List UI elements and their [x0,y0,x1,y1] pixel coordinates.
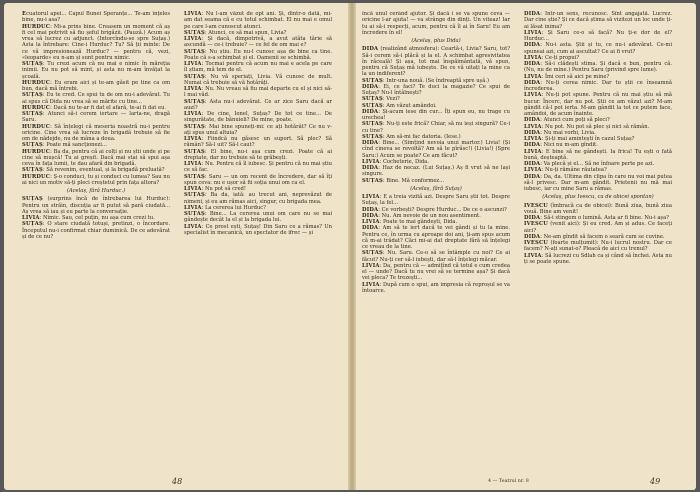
dialogue-paragraph: SUȚAȘ: Intr-una nouă. (Se îndreaptă spre ușă.) [362,77,489,84]
dialogue-paragraph: DIDA: Da, da. Ultima din clipa în care nu voi mai putea să-l privesc. Dar m-am gândit. Prietenii nu mă mai iubesc, iar cu mine Saru a rămas. [524,173,672,192]
dialogue-paragraph: SUȚAȘ: Bine. Mă conformez... [362,177,445,184]
dialogue-paragraph: LIVIA: E bine să ne gândești. Ia frica! Tu ești o fată bună, deșteaptă. [524,148,672,161]
dialogue-paragraph: LIVIA: Nimic. Sau, cel puțin, nu așa cum crezi tu. [22,215,155,221]
dialogue-paragraph: (Acelaș, fără Hurduc.) [66,188,126,194]
dialogue-paragraph: DIDA: Nu. Am nevoie de un nou asentiment. [362,212,481,219]
left-column-2 [184,11,332,466]
right-page [356,3,696,490]
dialogue-paragraph: LIVIA: Fiindcă nu găsesc un suport. Să plec? Să rămân? Să-l uit? Să-l caut? [184,136,332,149]
dialogue-paragraph: DIDA: Atunci cum poți să pleci? [524,117,610,124]
dialogue-paragraph: LIVIA: Îmi ceri să aici pe mine? [524,73,610,80]
dialogue-paragraph: SUȚAȘ: Atunci, ce să mai spun, Livia? [184,29,287,36]
dialogue-paragraph: LIVIA: Nu. Pentru că îl iubesc. Și pentru că nu mai știu ce să fac. [184,161,332,174]
dialogue-paragraph: LIVIA: Și dacă, dimpotrivă, a avut atâta tărie să ascundă — ce-i trebuie? — ce fel de om mai e? [184,36,332,49]
dialogue-paragraph: DIDA: Nu-ți cerea nimic. Dar tu știi ce înseamnă încrederea. [524,79,672,92]
dialogue-paragraph: LIVIA: Nu pot. Nu pot să plec și nici să rămân. [524,123,650,130]
dialogue-paragraph: DIDA: Ne-am gîndit să facem o seară cum se cuvine. [524,233,665,240]
dialogue-paragraph: SUȚAȘ: Mai bine spuneți-mi: ce ați hotărât? Ce nu v-ați spus unul altuia? [184,123,332,136]
dialogue-paragraph: DIDA: Și-acum iese din cur... Îți spun eu, nu trage cu urechea! [362,108,510,121]
dialogue-paragraph: DIDA: Intr-un sens, recunosc. Sînt angajată. Lucrez. Dar cine știe? Și ce dacă știma să vizitezi un loc unde ți-ai lăsat inima? [524,11,672,30]
dialogue-paragraph: DIDA: Ei, ce faci? Te duci la magazie? Ce spui de Suțaș? Nu-l întâlnești? [362,83,510,96]
dialogue-paragraph: LIVIA: Da, pentru că — admițînd că totul e cum credea el — unde? Dacă tu nu vrei să se termine așa? Și dacă vei pleca? Te trezești... [362,262,510,282]
dialogue-paragraph: SUȚAȘ: Asta nu-i adevărat. Ce ar zice Saru dacă ar auzi? [184,98,332,111]
dialogue-paragraph: IVESCU (foarte mulțumit): Nu-i lucrul nostru. Dar ce facem? N-ați sunat-o? Pleacă de aici cu trenul? [524,240,672,253]
dialogue-paragraph: LIVIA: Și-ți mai amintești în cazul Suțaș? [524,136,635,142]
dialogue-paragraph: LIVIA: După cum o spui, am impresia că reproșul se va întoarce. [362,281,510,294]
dialogue-paragraph: SUȚAȘ: Nu-ți este frică? Chiar, să nu ieși singură? Ce-i cu tine? [362,121,510,134]
dialogue-paragraph: HURDUC: Mi-a prins bine. Creasem un moment că aș fi cel mai potrivit să fiu șeful brigăzii. (Pauză.) Acum aș vrea să lucrez cu adjunct. (Intorcîndu-se spre Suțaș.) Asta la întrebare: Cine-i Hurduc? Tu? Să ții minte: De ce vă impresionează Hurduc? — pentru că, vezi, «leoparde» eu n-am și sunt pentru nimic. [22,23,170,61]
dialogue-paragraph: (Acelaș, plus Dida) [411,38,461,44]
dialogue-paragraph: încă unul cerând ajutor. Și dacă i se va spune ceva — oricine l-ar ajuta! — va strânge din dinți. Un viteaz! Iar tu ai să-i respecți, acum, pentru că îl ai în Saru! Eu am încredere în el! [362,11,510,36]
right-column-1 [362,11,510,466]
book-spread [4,3,696,490]
dialogue-paragraph: LIVIA: E a treia vizită azi. Despre Saru știi tot. Despre Suțaș, la fel... [362,194,510,207]
dialogue-paragraph: LIVIA: Poate te mai gândești, Dida. [362,219,458,225]
dialogue-paragraph: SUȚAȘ: Saru — un om recent de încredere, dar să îți spun ceva: nu e ușor să fii soția unui om ca el. [184,173,332,186]
dialogue-paragraph: LIVIA: La cererea lui Hurduc? [184,204,266,211]
dialogue-paragraph: SUȚAȘ (surprins încă de întrebarea lui Hurduc): Pentru un străin, discuția ar fi putut să pară ciudată... Aș vrea să iau și eu parte la conversație. [22,196,170,215]
dialogue-paragraph: LIVIA: Să lucrezi cu Sdlah ca și când să închei. Asta nu ți se poate spune. [524,252,672,265]
dialogue-paragraph: IVESCU (îmbracă ca de obicei): Bună ziua, bună ziua vouă. Bine am venit! [524,202,672,215]
dialogue-paragraph: LIVIA: Nu-ți pot spune. Pentru că nu mai știu să mă bucur. Încerc, dar nu pot. Știi ce am văzut azi? M-am gândit că-l pot ierta. M-am gândit la tot ce putem face, amândoi, de acum înainte. [524,92,672,117]
dialogue-paragraph: DIDA: Nici nu m-am gîndit. [524,142,598,149]
dialogue-paragraph: LIVIA: Nu pot să cred! [184,186,246,192]
dialogue-paragraph: DIDA: Am să te iert dacă te vei gândi și tu la mine. Pentru ce, în urma cu aproape doi ani, ți-am spus acum că m-ai trădat? Căci mi-ai dat dreptate fără să înțelegi ce vreau de la tine. [362,225,510,250]
dialogue-paragraph: SUȚAȘ: Nu. Saru. Ce-o să se întâmple cu noi? Ce ai făcut? Nu-ți cer să-l iubești, dar să-l înțelegi măcar. [362,250,510,263]
dialogue-paragraph: LIVIA: Ce prost ești, Suțaș! Din Saru ce a rămas? Un specialist în mecanică, un spectator de ifrec — și [184,223,332,236]
dialogue-paragraph: SUȚAȘ: El bine, nu-i așa cum crezi. Poate că ai dreptate, dar nu trebuie să te grăbești. [184,148,332,161]
dialogue-paragraph: HURDUC: Ba da, pentru că ai colți și nu știi unde și pe cine să mușcă! Tu ai greșit. Dacă mai stai să spui așa ceva în fața lumii, te dau afară din brigadă. [22,148,170,167]
dialogue-paragraph: DIDA: Va plecă și el... Să ne înfoare perte pe azi. [524,161,655,167]
dialogue-paragraph: SUȚAȘ: Eu te cred. Ce spui tu de om nu-i adevărat. Tu ai spus că Dida nu vrea să se mărite cu tine... [22,92,170,105]
dialogue-paragraph: DIDA: Să-i clădești stima. Și dacă e bun, pentru că. (Nu, nu de mine.) Pentru Saru (privind spre lume). [524,61,672,74]
dialogue-paragraph: SUȚAȘ: O stare ciudată totuși, pretinzi, o încordare. Începutul nu-i confirmat chiar duminică. De ce adevărat și de ce nu? [22,221,170,240]
dialogue-paragraph: DIDA (realizând atmosfera): Ceartă-i, Livia? Saru, tot? Să-i cerem să-i plăcă și la el. A schimbat agresivitatea în răceală! Și așa, tot mai înspăimântată, vă spun, pentru că Suțaș mă iubește. De ce vă uitați la mine ca la un indiferent? [362,46,510,78]
dialogue-paragraph: LIVIA: Nu. Nu vreau să fiu mai departe cu el și nici să-l mai văd. [184,86,332,99]
dialogue-paragraph: SUȚAȘ: Nu știu. Eu nu-l cunosc așa de bine ca tine. Poate că s-a schimbat și el. Oamenii se schimbă. [184,48,332,61]
dialogue-paragraph: DIDA: Nu mai vorbi, Livia. [524,129,596,136]
dialogue-paragraph: SUȚAȘ: Nu vă speriați, Livia. Vă cunosc de mult. Numai că trebuie să vă hotărâți. [184,73,332,86]
dialogue-paragraph: SUȚAȘ: Tu crezi acum că nu mai e nimic în măreția inimii. Eu nu pot să mint, și asta nu m-am învățat la școală. [22,61,170,80]
dialogue-paragraph: SUȚAȘ: Vezi? [362,96,400,103]
dialogue-paragraph: SUȚAȘ: Să revenim, eventual, și la brigadă preluată? [22,167,165,174]
dialogue-paragraph: SUȚAȘ: Ba da, iată: au trecut ani, neprevăzut de nimeni, și eu am rămas aici, singur, cu brigada mea. [184,192,332,205]
dialogue-paragraph: Ecuatorul apei... Capul Bunei Speranțe... Te-am înțeles bine, nu-i asa? [22,11,170,24]
dialogue-paragraph: LIVIA: Nu-ți rămâne răutatea? [524,167,607,174]
dialogue-paragraph: (Acelaș, plus Ivescu, ca de obicei spontan) [542,194,654,201]
dialogue-paragraph: IVESCU (venit aici): Și eu cred. Am și adus. Ce faceți aici? [524,221,672,234]
page-footer-note: 4 — Teatrul nr. 8 [488,479,529,484]
dialogue-paragraph: SUȚAȘ: Poate mă sancționezi... [22,142,107,149]
dialogue-paragraph: (Acelaș, fără Suțaș) [410,185,462,192]
left-page [4,3,348,490]
dialogue-paragraph: LIVIA: Cocheterie, Dida. [362,158,429,165]
dialogue-paragraph: DIDA: Ce vorbești? Despre Hurduc... De ce o ascunzi? [362,206,507,213]
dialogue-paragraph: LIVIA: Și Saru ce-o să facă? Nu ți-e dor de el? Hurduc... [524,29,672,42]
dialogue-paragraph: DIDA: Nu-i asta. Știi și tu, ce nu-i adevărat. Ce-mi spuneai azi, cum ai ascultat? Ce ai fi vrut? [524,42,672,55]
dialogue-paragraph: LIVIA: Tocmai pentru că acum nu mai e acela pe care îl știam, mă tem de el. [184,61,332,74]
dialogue-paragraph: SUȚAȘ: Am văzut amândoi. [362,102,437,109]
dialogue-paragraph: LIVIA: Ce-ți propui? [524,54,580,61]
dialogue-paragraph: SUȚAȘ: Am să-mi fac datoria. (Iese.) [362,133,461,140]
right-column-2 [524,11,672,466]
dialogue-paragraph: SUȚAȘ: Atunci să-i cerem iertare — larta-ne, dragă Saru. [22,111,170,124]
dialogue-paragraph: SUȚAȘ: Bine... La cererea unui om care nu se mai gândește decât la el și la brigada lui. [184,211,332,224]
book-gutter [348,3,356,490]
dialogue-paragraph: DIDA: Să-i stingem o lumină. Asta ar fi bine. Nu-i așa? [524,215,669,221]
dialogue-paragraph: LIVIA: De cine, Ionel, Suțaș? De tot ce tine... De singurătate, de bănuieli? De mine, poate. [184,111,332,124]
dialogue-paragraph: LIVIA: Nu l-am văzut de opt ani. Și, dintr-o dată, mi-am dat seama că e cu totul schimbat. El nu mai e omul pe care l-am cunoscut atunci. [184,11,332,30]
dialogue-paragraph: DIDA: Haz de necaz. (Lui Suțaș.) Aș fi vrut să ne lași singure. [362,165,510,178]
dialogue-paragraph: HURDUC: Să înțelegi că meseria noastră nu-i pentru oricine. Cine vrea să lucreze în brigadă trebuie să fie om de nădejde, nu de mâna a doua. [22,123,170,142]
left-column-1 [22,11,170,466]
dialogue-paragraph: DIDA: Bine... (Simțind nevoia unui martor.) Livia! (Și cînd cineva se revoltă? Am să te pîrăsc!) (Livia!) (Spre Saru:) Acum se poate? Ce am făcut? [362,140,510,159]
dialogue-paragraph: HURDUC: Dacă nu te-ar fi dat el afară, te-ai fi dat eu. [22,104,167,111]
dialogue-paragraph: HURDUC: Eu eram aici și te-am găsit pe tine ca om bun, dacă mă întrebi. [22,79,170,92]
page-number-right: 49 [650,477,661,486]
page-number-left: 48 [172,477,183,486]
dialogue-paragraph: HURDUC: Ș-o conduci, tu și conduci cu lumea? Sau nu ai nici un motiv să-ți pleci creștetul prin fața altora? [22,173,170,186]
